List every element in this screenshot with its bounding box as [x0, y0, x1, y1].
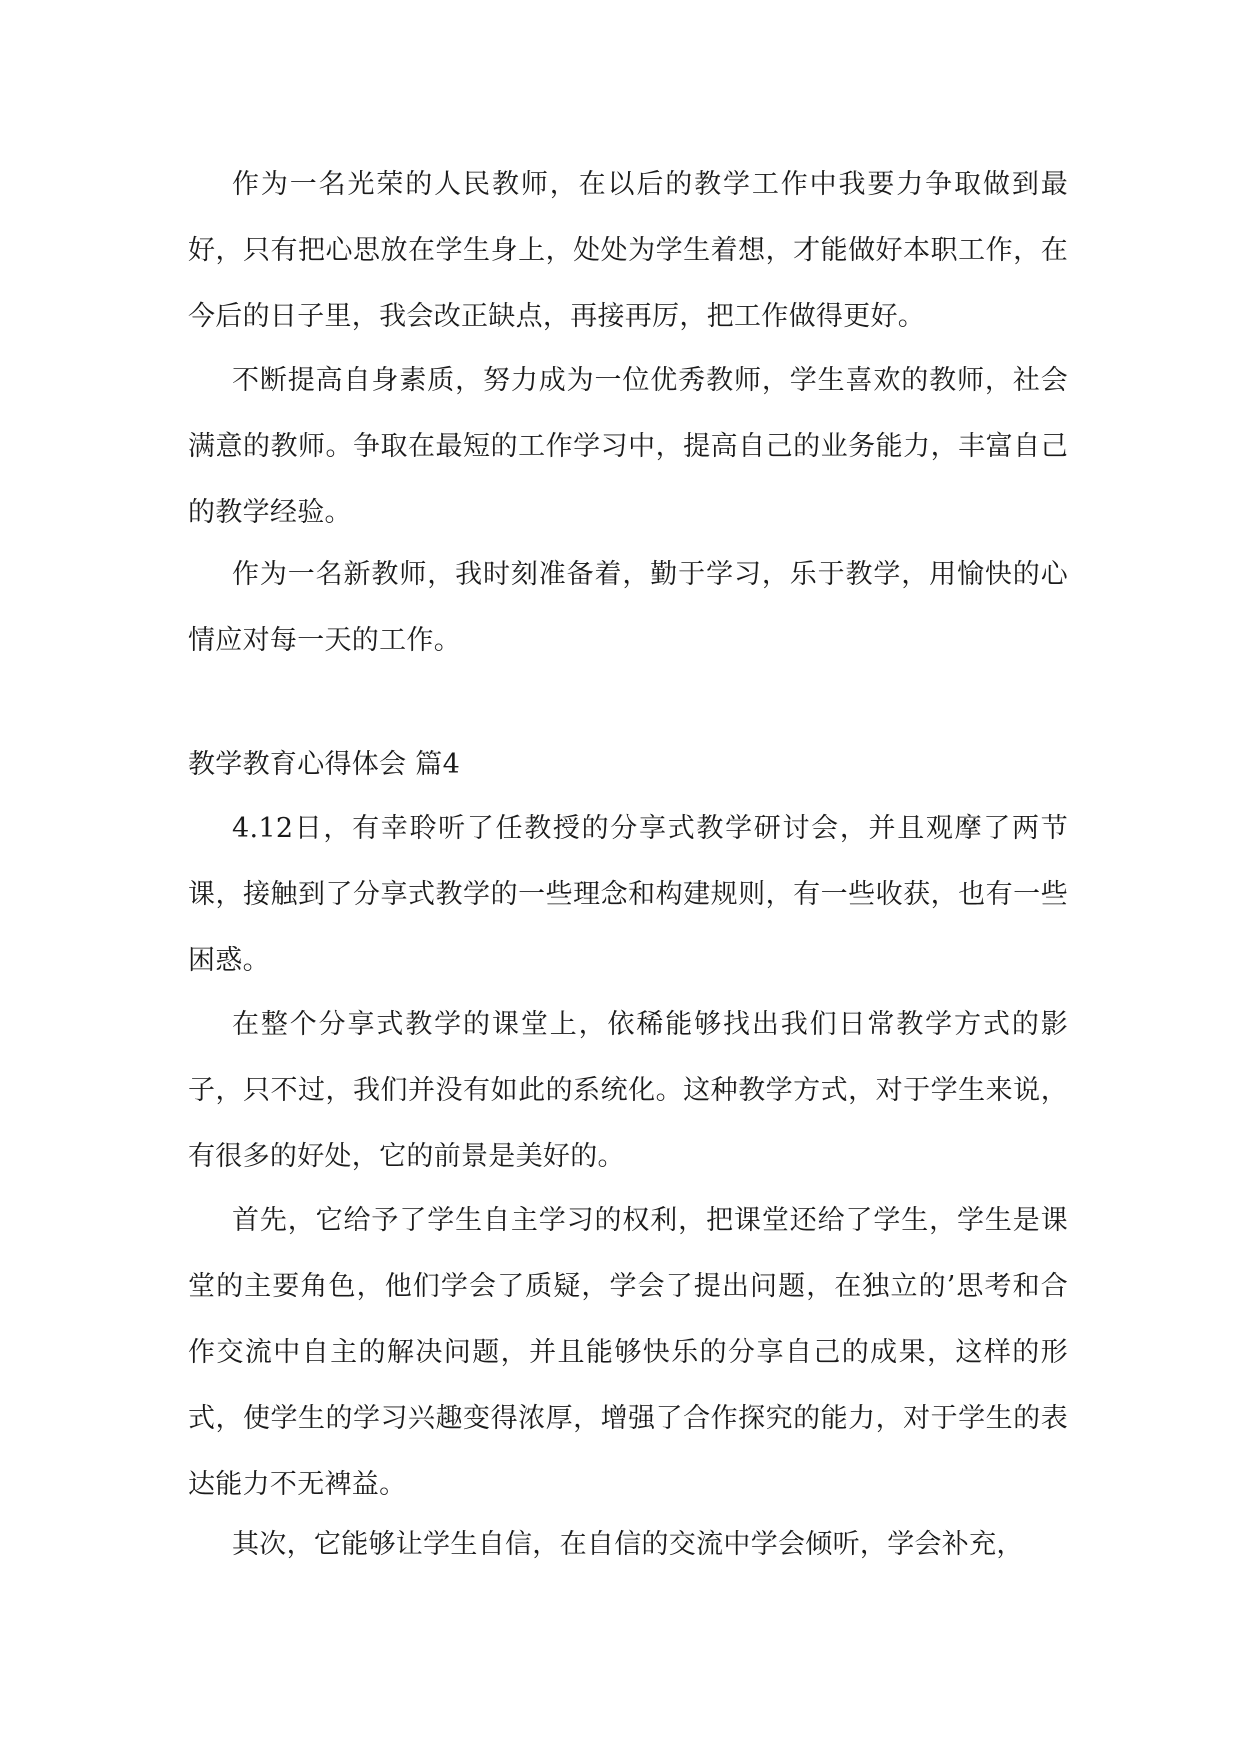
paragraph-classroom: 在整个分享式教学的课堂上，依稀能够找出我们日常教学方式的影子，只不过，我们并没有如此的系统化。这种教学方式，对于学生来说，有很多的好处，它的前景是美好的。: [188, 1009, 1068, 1172]
paragraph-commitment: 作为一名光荣的人民教师，在以后的教学工作中我要力争取做到最好，只有把心思放在学生身上，处处为学生着想，才能做好本职工作，在今后的日子里，我会改正缺点，再接再厉，把工作做得更好。: [188, 169, 1068, 332]
document-page: [188, 0, 1068, 1754]
paragraph-first-benefit: 首先，它给予了学生自主学习的权利，把课堂还给了学生，学生是课堂的主要角色，他们学会了质疑，学会了提出问题，在独立的’思考和合作交流中自主的解决问题，并且能够快乐的分享自己的成果，这样的形式，使学生的学习兴趣变得浓厚，增强了合作探究的能力，对于学生的表达能力不无裨益。: [188, 1205, 1068, 1500]
paragraph-seminar: 4.12日，有幸聆听了任教授的分享式教学研讨会，并且观摩了两节课，接触到了分享式教学的一些理念和构建规则，有一些收获，也有一些困惑。: [188, 813, 1068, 976]
paragraph-new-teacher: 作为一名新教师，我时刻准备着，勤于学习，乐于教学，用愉快的心情应对每一天的工作。: [188, 559, 1068, 656]
section-heading: 教学教育心得体会 篇4: [188, 749, 461, 780]
paragraph-second-benefit: 其次，它能够让学生自信，在自信的交流中学会倾听，学会补充，: [232, 1529, 1024, 1560]
paragraph-self-improvement: 不断提高自身素质，努力成为一位优秀教师，学生喜欢的教师，社会满意的教师。争取在最短的工作学习中，提高自己的业务能力，丰富自己的教学经验。: [188, 365, 1068, 528]
